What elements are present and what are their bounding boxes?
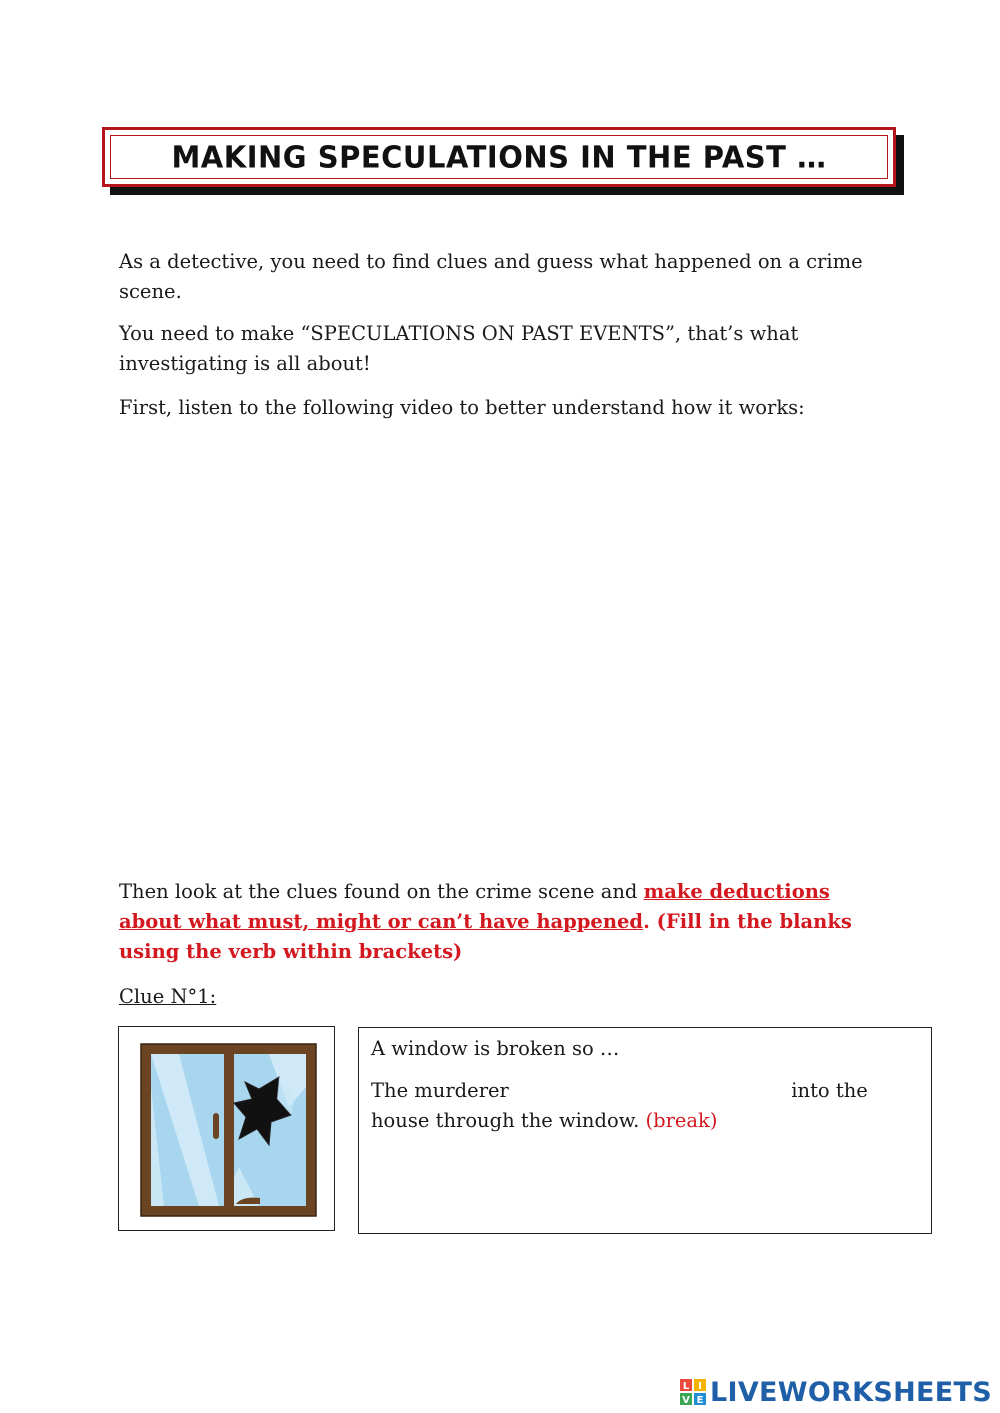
liveworksheets-logo <box>680 1374 992 1410</box>
clue-1-sentence <box>371 1076 891 1136</box>
instructions-paragraph <box>119 877 894 967</box>
video-placeholder[interactable] <box>119 440 889 860</box>
title-banner <box>102 127 896 189</box>
intro-paragraph-1: As a detective, you need to find clues and guess what happened on a crime scene. <box>119 250 863 303</box>
instructions-tail: . (Fill in the blanks using the verb within brackets) <box>119 910 852 963</box>
instructions-lead: Then look at the clues found on the crime scene and <box>119 880 644 903</box>
title-frame <box>102 127 896 187</box>
badge-letter-e: E <box>696 1395 704 1405</box>
liveworksheets-badge-icon <box>680 1379 706 1405</box>
instructions-emphasis: make deductions about what must, might or can’t have happened <box>119 880 830 933</box>
clue-1-image-box <box>118 1026 335 1231</box>
intro-paragraph-3: First, listen to the following video to better understand how it works: <box>119 396 805 419</box>
intro-paragraph-2: You need to make “SPECULATIONS ON PAST EVENTS”, that’s what investigating is all about! <box>119 322 799 375</box>
clue-1-sentence-start: The murderer <box>371 1079 509 1102</box>
page-title: MAKING SPECULATIONS IN THE PAST … <box>171 139 827 175</box>
clue-1-label: Clue N°1: <box>119 985 217 1008</box>
badge-letter-l: L <box>682 1381 690 1392</box>
badge-letter-v: V <box>682 1395 690 1405</box>
clue-1-hint: (break) <box>645 1109 718 1132</box>
clue-1-text-box <box>358 1027 932 1234</box>
liveworksheets-wordmark: LIVEWORKSHEETS <box>709 1376 992 1408</box>
broken-window-icon <box>119 1027 334 1230</box>
badge-letter-i: I <box>698 1381 702 1392</box>
clue-1-sentence-end: into the house through the window. <box>371 1079 868 1132</box>
clue-1-statement: A window is broken so … <box>371 1037 620 1060</box>
title-inner-frame <box>110 135 888 179</box>
